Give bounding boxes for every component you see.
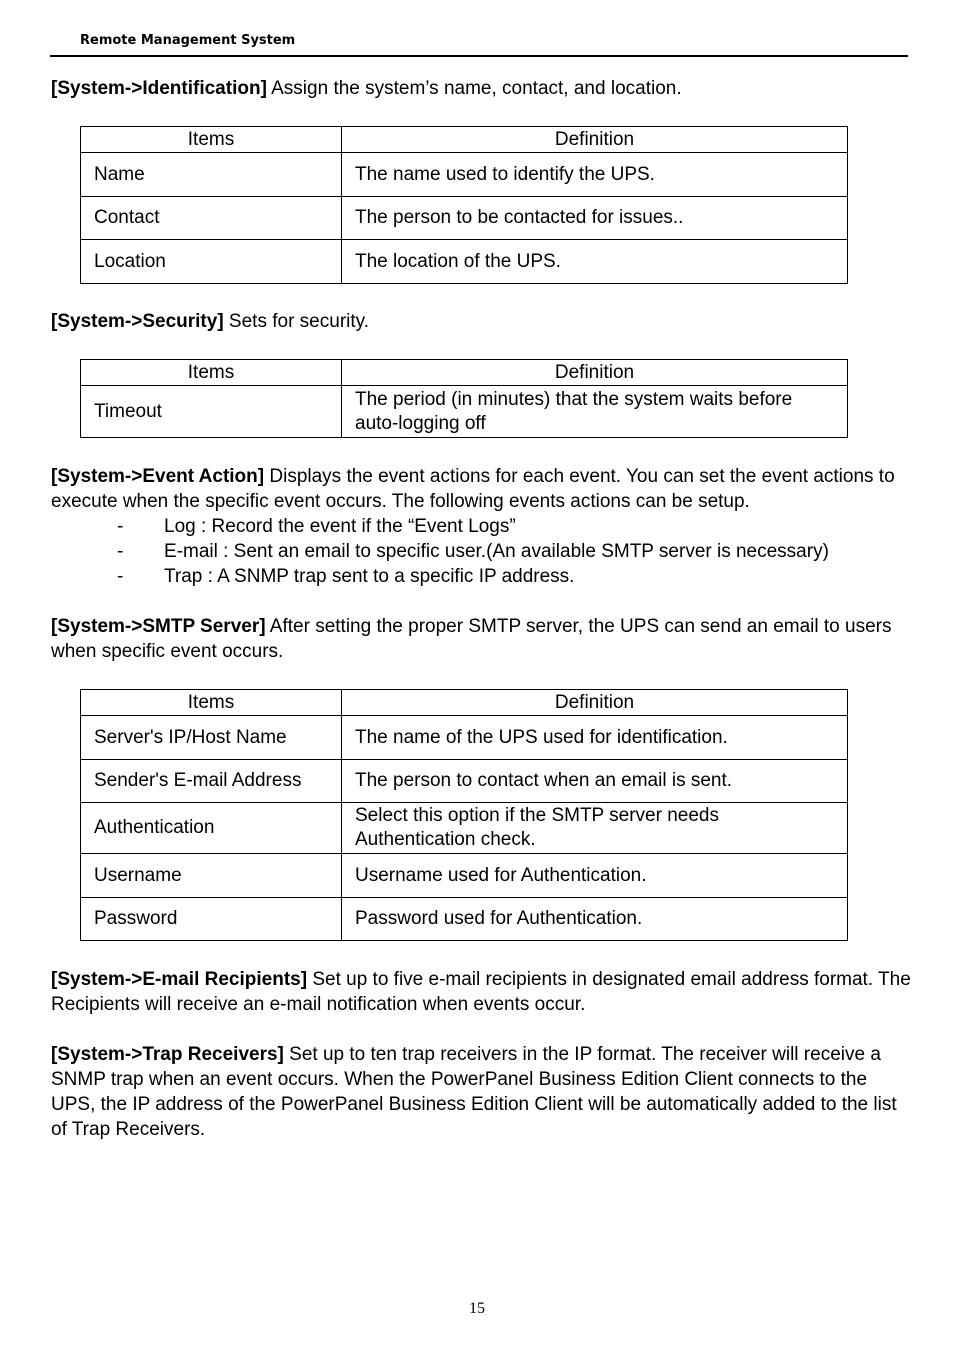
table-row xyxy=(81,716,848,760)
section-lead: [System->Identification] xyxy=(51,78,267,99)
table-row xyxy=(81,898,848,941)
page-number: 15 xyxy=(469,1300,485,1317)
table-row xyxy=(81,386,848,438)
definition-cell: The name of the UPS used for identification. xyxy=(342,716,848,760)
header-items: Items xyxy=(81,127,342,153)
item-cell: Name xyxy=(81,153,342,197)
section-lead: [System->Security] xyxy=(51,311,224,332)
item-cell: Contact xyxy=(81,197,342,240)
header-definition: Definition xyxy=(342,127,848,153)
definition-cell: Select this option if the SMTP server needs Authentication check. xyxy=(342,803,848,854)
security-table xyxy=(80,359,848,438)
table-row xyxy=(81,153,848,197)
table-header-row xyxy=(81,690,848,716)
header-definition: Definition xyxy=(342,690,848,716)
table-row xyxy=(81,760,848,803)
section-lead: [System->E-mail Recipients] xyxy=(51,969,308,990)
definition-cell: The name used to identify the UPS. xyxy=(342,153,848,197)
section-lead: [System->Trap Receivers] xyxy=(51,1044,284,1065)
item-cell: Sender's E-mail Address xyxy=(81,760,342,803)
definition-cell: The person to be contacted for issues.. xyxy=(342,197,848,240)
definition-cell: Username used for Authentication. xyxy=(342,854,848,898)
page-header xyxy=(50,0,908,57)
section-text: Displays the event actions for each event. You can set the event actions to execute when the specific event occurs. The following events actions can be setup. xyxy=(51,466,895,512)
item-cell: Username xyxy=(81,854,342,898)
smtp-table xyxy=(80,689,848,941)
definition-cell: Password used for Authentication. xyxy=(342,898,848,941)
bullet-marker: - xyxy=(117,566,124,587)
section-text: After setting the proper SMTP server, the UPS can send an email to users when specific event occurs. xyxy=(51,616,892,662)
list-item xyxy=(51,539,829,564)
section-text: Set up to five e-mail recipients in designated email address format. The Recipients will receive an e-mail notification when events occur. xyxy=(51,969,911,1015)
table-header-row xyxy=(81,127,848,153)
section-smtp-server xyxy=(51,614,911,664)
item-cell: Authentication xyxy=(81,803,342,854)
section-text: Assign the system’s name, contact, and location. xyxy=(266,78,682,99)
section-email-recipients xyxy=(51,967,911,1017)
table-row xyxy=(81,803,848,854)
section-text: Set up to ten trap receivers in the IP format. The receiver will receive a SNMP trap when an event occurs. When the PowerPanel Business Edition Client connects to the UPS, the IP address of the PowerPanel Business Edition Client will be automatically added to the list of Trap Receivers. xyxy=(51,1044,897,1140)
list-item xyxy=(51,564,829,589)
table-row xyxy=(81,854,848,898)
header-title: Remote Management System xyxy=(80,33,296,48)
section-lead: [System->Event Action] xyxy=(51,466,265,487)
definition-cell: The location of the UPS. xyxy=(342,240,848,284)
section-text: Sets for security. xyxy=(223,311,370,332)
table-row xyxy=(81,197,848,240)
section-security xyxy=(51,309,911,334)
section-identification xyxy=(51,76,911,101)
bullet-marker: - xyxy=(117,541,124,562)
event-action-list xyxy=(51,514,829,589)
item-cell: Timeout xyxy=(81,386,342,438)
definition-cell: The person to contact when an email is sent. xyxy=(342,760,848,803)
table-header-row xyxy=(81,360,848,386)
section-event-action xyxy=(51,464,911,594)
list-item-text: Log : Record the event if the “Event Logs” xyxy=(164,516,516,537)
header-definition: Definition xyxy=(342,360,848,386)
list-item-text: E-mail : Sent an email to specific user.(An available SMTP server is necessary) xyxy=(164,541,829,562)
definition-cell: The period (in minutes) that the system waits before auto-logging off xyxy=(342,386,848,438)
identification-table xyxy=(80,126,848,284)
table-row xyxy=(81,240,848,284)
item-cell: Server's IP/Host Name xyxy=(81,716,342,760)
bullet-marker: - xyxy=(117,516,124,537)
list-item xyxy=(51,514,829,539)
section-trap-receivers xyxy=(51,1042,911,1142)
list-item-text: Trap : A SNMP trap sent to a specific IP address. xyxy=(164,566,575,587)
item-cell: Password xyxy=(81,898,342,941)
header-items: Items xyxy=(81,360,342,386)
item-cell: Location xyxy=(81,240,342,284)
header-items: Items xyxy=(81,690,342,716)
section-lead: [System->SMTP Server] xyxy=(51,616,266,637)
